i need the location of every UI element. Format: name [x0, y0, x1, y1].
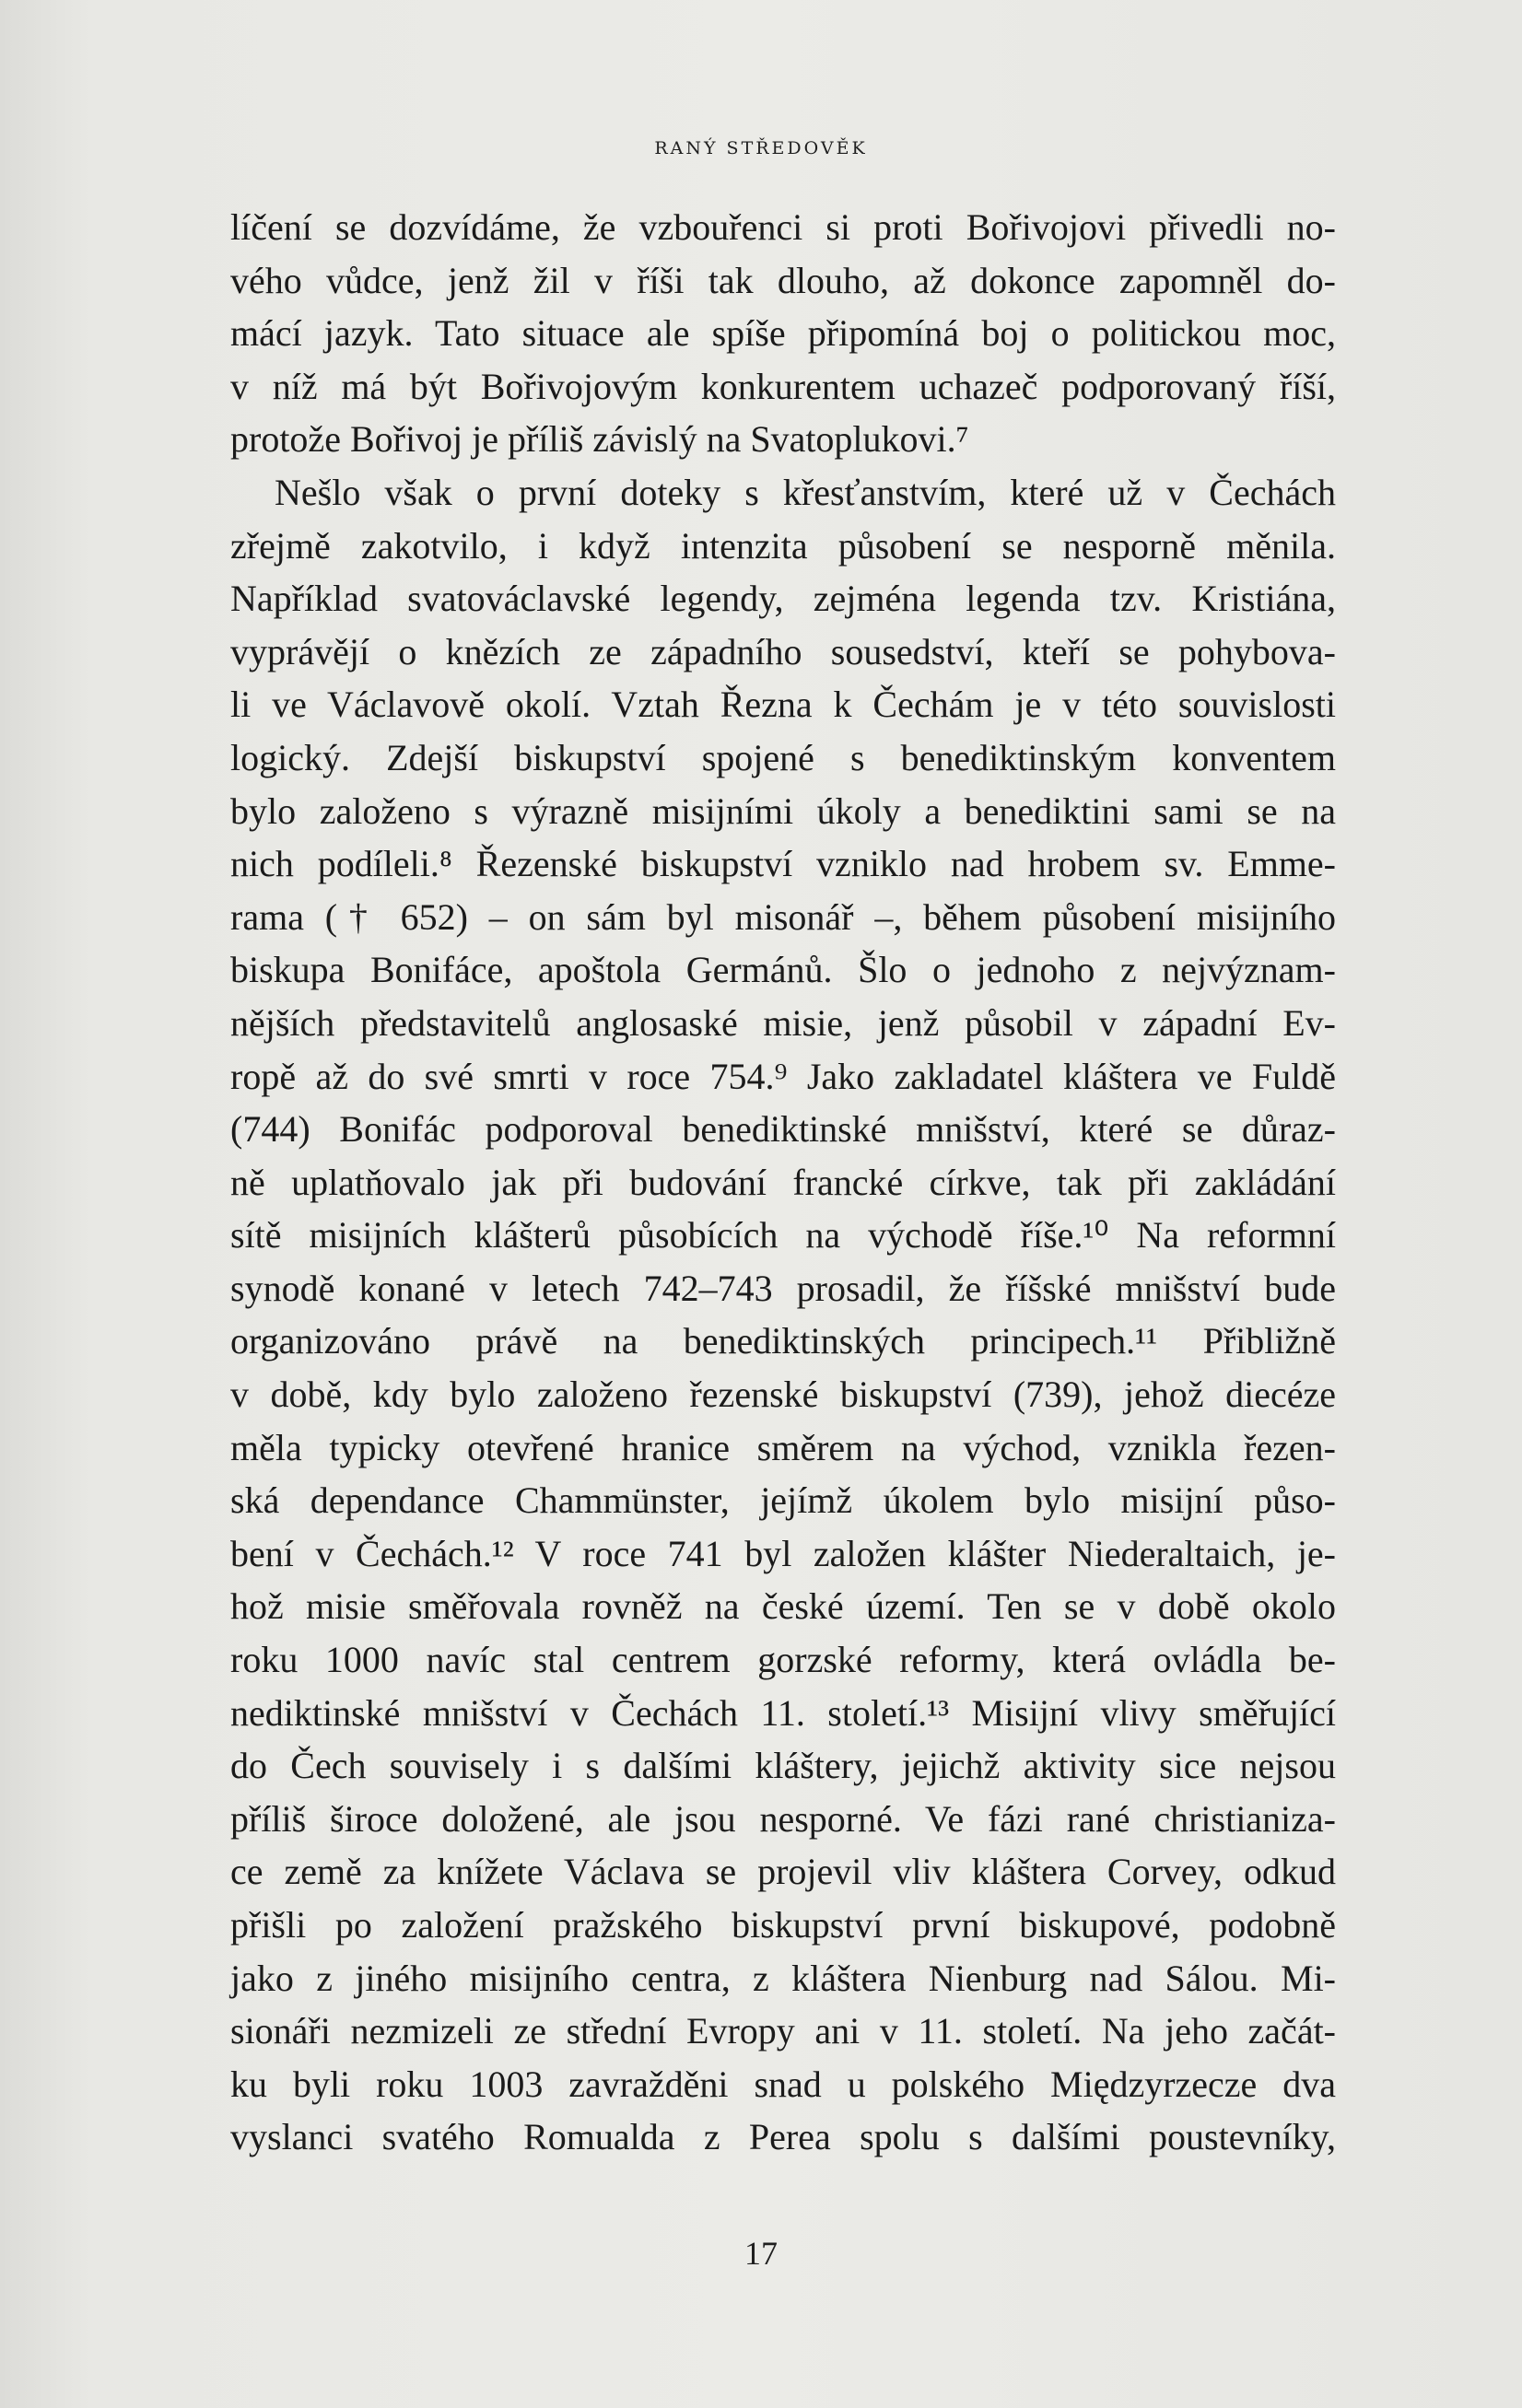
text-line: nich podíleli.⁸ Řezenské biskupství vzniklo nad hrobem sv. Emme- — [230, 843, 1336, 885]
text-line: ropě až do své smrti v roce 754.⁹ Jako zakladatel kláštera ve Fuldě — [230, 1055, 1336, 1097]
text-line: synodě konané v letech 742–743 prosadil, že říšské mnišství bude — [230, 1267, 1336, 1309]
text-line: přišli po založení pražského biskupství první biskupové, podobně — [230, 1904, 1336, 1946]
text-line: mácí jazyk. Tato situace ale spíše připomíná boj o politickou moc, — [230, 312, 1336, 355]
running-head: RANÝ STŘEDOVĚK — [654, 138, 868, 158]
text-line: ce země za knížete Václava se projevil vliv kláštera Corvey, odkud — [230, 1851, 1336, 1893]
text-line: Nešlo však o první doteky s křesťanstvím, které už v Čechách — [275, 471, 1336, 513]
text-line: bylo založeno s výrazně misijními úkoly a benediktini sami se na — [230, 789, 1336, 832]
text-line: v době, kdy bylo založeno řezenské biskupství (739), jehož diecéze — [230, 1373, 1336, 1416]
page-number: 17 — [744, 2235, 778, 2272]
text-line: vyprávějí o knězích ze západního sousedství, kteří se pohybova- — [230, 630, 1336, 672]
text-line: vého vůdce, jenž žil v říši tak dlouho, až dokonce zapomněl do- — [230, 259, 1336, 301]
text-line: sítě misijních klášterů působících na východě říše.¹⁰ Na reformní — [230, 1214, 1336, 1257]
text-line: li ve Václavově okolí. Vztah Řezna k Čechám je v této souvislosti — [230, 684, 1336, 726]
text-line: měla typicky otevřené hranice směrem na východ, vznikla řezen- — [230, 1426, 1336, 1468]
text-line: bení v Čechách.¹² V roce 741 byl založen klášter Niederaltaich, je- — [230, 1532, 1336, 1574]
text-line: nediktinské mnišství v Čechách 11. století.¹³ Misijní vlivy směřující — [230, 1691, 1336, 1734]
text-line: zřejmě zakotvilo, i když intenzita působení se nesporně měnila. — [230, 524, 1336, 567]
text-line: (744) Bonifác podporoval benediktinské mnišství, které se důraz- — [230, 1108, 1336, 1151]
text-line: Například svatováclavské legendy, zejména legenda tzv. Kristiána, — [230, 578, 1336, 620]
text-line: protože Bořivoj je příliš závislý na Svatoplukovi.⁷ — [230, 418, 969, 461]
body-text — [230, 201, 1336, 2164]
text-line: hož misie směřovala rovněž na české území. Ten se v době okolo — [230, 1585, 1336, 1628]
text-line: ku byli roku 1003 zavražděni snad u polského Międzyrzecze dva — [230, 2063, 1336, 2105]
text-line: ská dependance Chammünster, jejímž úkolem bylo misijní půso- — [230, 1479, 1336, 1522]
text-line: v níž má být Bořivojovým konkurentem uchazeč podporovaný říší, — [230, 365, 1336, 407]
text-line: příliš široce doložené, ale jsou nesporné. Ve fázi rané christianiza- — [230, 1797, 1336, 1840]
text-line: líčení se dozvídáme, že vzbouřenci si proti Bořivojovi přivedli no- — [230, 206, 1336, 248]
text-line: do Čech souvisely i s dalšími kláštery, jejichž aktivity sice nejsou — [230, 1745, 1336, 1787]
text-line: vyslanci svatého Romualda z Perea spolu s dalšími poustevníky, — [230, 2116, 1336, 2158]
text-line: logický. Zdejší biskupství spojené s benediktinským konventem — [230, 736, 1336, 778]
text-line: rama († 652) – on sám byl misonář –, během působení misijního — [230, 895, 1336, 938]
text-line: roku 1000 navíc stal centrem gorzské reformy, která ovládla be- — [230, 1639, 1336, 1681]
text-line: organizováno právě na benediktinských principech.¹¹ Přibližně — [230, 1320, 1336, 1362]
text-line: nějších představitelů anglosaské misie, jenž působil v západní Ev- — [230, 1001, 1336, 1044]
text-line: sionáři nezmizeli ze střední Evropy ani v 11. století. Na jeho začát- — [230, 2010, 1336, 2052]
text-line: ně uplatňovalo jak při budování francké církve, tak při zakládání — [230, 1161, 1336, 1203]
text-line: biskupa Bonifáce, apoštola Germánů. Šlo o jednoho z nejvýznam- — [230, 949, 1336, 991]
text-line: jako z jiného misijního centra, z kláštera Nienburg nad Sálou. Mi- — [230, 1957, 1336, 1999]
